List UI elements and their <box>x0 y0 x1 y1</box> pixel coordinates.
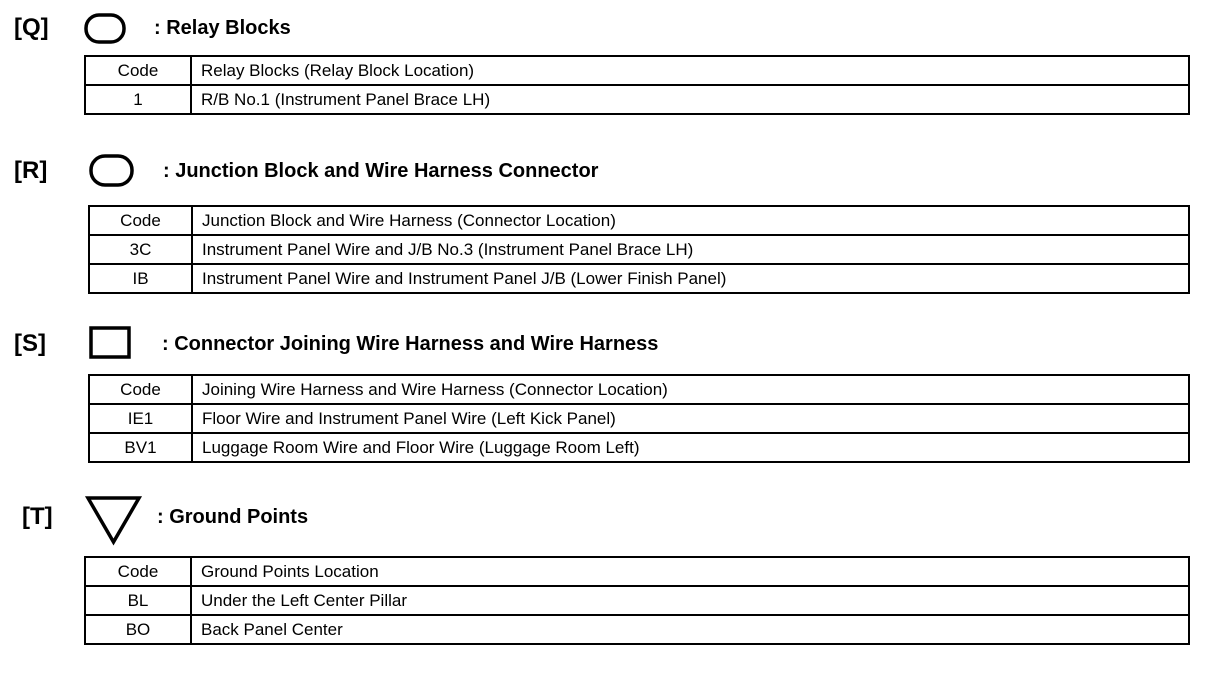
desc-header: Joining Wire Harness and Wire Harness (Connector Location) <box>192 375 1189 404</box>
connector-joining-table <box>88 374 1190 463</box>
down-triangle-icon <box>84 494 144 546</box>
row-code: IB <box>89 264 192 293</box>
table-header-row <box>89 375 1189 404</box>
code-header: Code <box>89 206 192 235</box>
row-desc: Back Panel Center <box>191 615 1189 644</box>
section-s-label: [S] <box>14 330 46 357</box>
section-r-label: [R] <box>14 157 48 184</box>
square-icon <box>89 326 133 360</box>
relay-blocks-table <box>84 55 1190 115</box>
row-desc: Floor Wire and Instrument Panel Wire (Left Kick Panel) <box>192 404 1189 433</box>
row-desc: Under the Left Center Pillar <box>191 586 1189 615</box>
junction-block-table <box>88 205 1190 294</box>
table-header-row <box>85 557 1189 586</box>
code-header: Code <box>85 56 191 85</box>
row-code: IE1 <box>89 404 192 433</box>
row-code: BL <box>85 586 191 615</box>
code-header: Code <box>89 375 192 404</box>
table-row <box>89 264 1189 293</box>
row-code: 3C <box>89 235 192 264</box>
table-header-row <box>85 56 1189 85</box>
row-desc: Instrument Panel Wire and J/B No.3 (Instrument Panel Brace LH) <box>192 235 1189 264</box>
code-header: Code <box>85 557 191 586</box>
row-code: BV1 <box>89 433 192 462</box>
row-code: 1 <box>85 85 191 114</box>
ground-points-table <box>84 556 1190 645</box>
section-t-label: [T] <box>22 503 53 530</box>
table-row <box>89 404 1189 433</box>
section-s-title: : Connector Joining Wire Harness and Wire Harness <box>162 333 659 355</box>
table-row <box>85 586 1189 615</box>
table-row <box>89 433 1189 462</box>
row-desc: R/B No.1 (Instrument Panel Brace LH) <box>191 85 1189 114</box>
section-q-label: [Q] <box>14 14 49 41</box>
table-row <box>89 235 1189 264</box>
row-desc: Luggage Room Wire and Floor Wire (Luggage Room Left) <box>192 433 1189 462</box>
table-row <box>85 615 1189 644</box>
table-row <box>85 85 1189 114</box>
rounded-rect-icon <box>89 154 135 188</box>
desc-header: Junction Block and Wire Harness (Connector Location) <box>192 206 1189 235</box>
row-desc: Instrument Panel Wire and Instrument Panel J/B (Lower Finish Panel) <box>192 264 1189 293</box>
row-code: BO <box>85 615 191 644</box>
section-r-title: : Junction Block and Wire Harness Connector <box>163 160 599 182</box>
section-t-title: : Ground Points <box>157 506 309 528</box>
desc-header: Relay Blocks (Relay Block Location) <box>191 56 1189 85</box>
rounded-rect-icon <box>84 13 128 45</box>
table-header-row <box>89 206 1189 235</box>
section-q-title: : Relay Blocks <box>154 17 291 39</box>
desc-header: Ground Points Location <box>191 557 1189 586</box>
